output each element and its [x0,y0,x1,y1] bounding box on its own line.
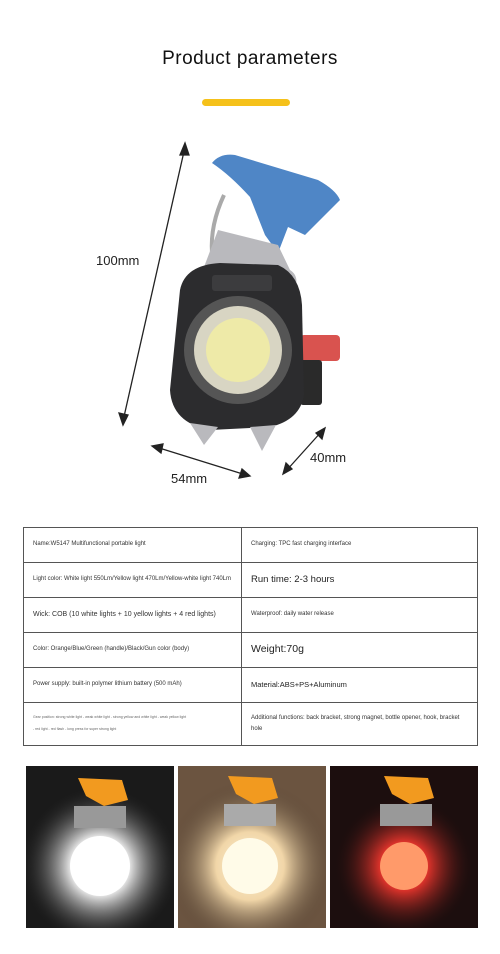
spec-power: Power supply: built-in polymer lithium battery (500 mAh) [24,668,242,703]
spec-name: Name:W5147 Multifunctional portable light [24,528,242,563]
photo-white-light [26,766,174,928]
spec-charging: Charging: TPC fast charging interface [242,528,478,563]
kickstand [300,335,340,361]
table-row [24,703,478,746]
height-label: 100mm [96,253,140,268]
spec-additional [242,703,478,746]
spec-table [23,527,478,746]
spec-waterproof: Waterproof: daily water release [242,598,478,633]
table-row [24,563,478,598]
table-row [24,668,478,703]
spec-wick: Wick: COB (10 white lights + 10 yellow lights + 4 red lights) [24,598,242,633]
spec-color: Color: Orange/Blue/Green (handle)/Black/Gun color (body) [24,633,242,668]
photo-warm-light [178,766,326,928]
photo-red-light [330,766,478,928]
spec-run-time: Run time: 2-3 hours [242,563,478,598]
product-diagram [100,135,400,495]
gear-line-1: Gear position: strong white light - weak white light - strong yellow and white light - weak yellow light [33,715,187,720]
table-row [24,633,478,668]
table-row [24,598,478,633]
width-label: 54mm [171,471,208,486]
title-underline [202,99,290,106]
spec-material: Material:ABS+PS+Aluminum [242,668,478,703]
gear-line-2: - red light - red flash - long press for super strong light [33,727,117,731]
spec-gear-position [24,703,242,746]
page-title: Product parameters [162,48,338,69]
additional-functions: Additional functions: back bracket, strong magnet, bottle opener, hook, bracket hole [251,714,460,732]
spec-weight: Weight:70g [242,633,478,668]
spec-light-color: Light color: White light 550Lm/Yellow light 470Lm/Yellow-white light 740Lm [24,563,242,598]
cob-led [206,318,270,382]
depth-label: 40mm [310,450,347,465]
table-row [24,528,478,563]
